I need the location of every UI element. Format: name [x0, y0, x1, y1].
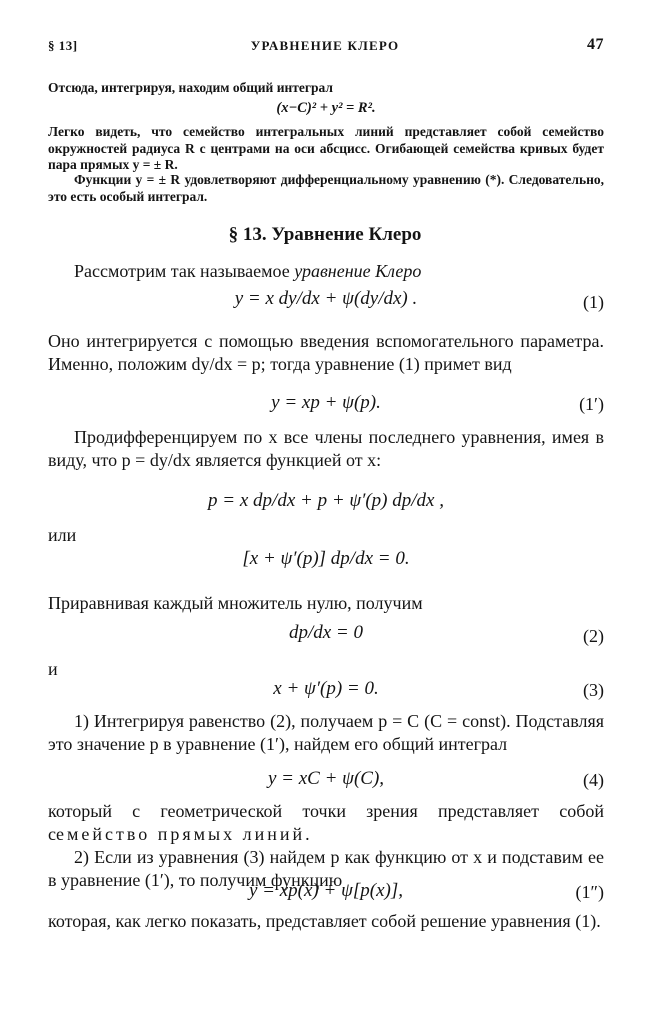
paragraph-singular-solution: 2) Если из уравнения (3) найдем p как функцию от x и подставим ее в уравнение (1′), то получим функцию: [48, 847, 604, 890]
equation-4: y = xC + ψ(C),: [267, 768, 385, 789]
equation-2-number: (2): [583, 626, 604, 646]
page-number: 47: [587, 36, 604, 53]
equation-circle-family: (x−C)² + y² = R².: [276, 100, 376, 116]
paragraph-family-of-lines: [48, 800, 604, 846]
equation-1-prime: y = xp + ψ(p).: [271, 392, 381, 413]
word-and: и: [48, 659, 58, 679]
paragraph-clairaut-intro-text: Рассмотрим так называемое: [74, 261, 295, 281]
intro-paragraph-3: Функции y = ± R удовлетворяют дифференциальному уравнению (*). Следовательно, это есть особый интеграл.: [48, 172, 604, 204]
equation-differentiated: p = x dp/dx + p + ψ′(p) dp/dx ,: [208, 490, 444, 511]
equation-2: dp/dx = 0: [288, 622, 364, 643]
running-header-section: § 13]: [48, 38, 78, 53]
paragraph-solution-note: которая, как легко показать, представляет собой решение уравнения (1).: [48, 911, 601, 931]
paragraph-general-integral: 1) Интегрируя равенство (2), получаем p = C (C = const). Подставляя это значение p в уравнение (1′), найдем его общий интеграл: [48, 711, 604, 754]
emphasis-family-of-lines: емейство прямых линий: [56, 824, 306, 844]
paragraph-clairaut-intro: [48, 260, 604, 283]
paragraph-differentiate: Продифференцируем по x все члены последнего уравнения, имея в виду, что p = dy/dx является функцией от x:: [48, 427, 604, 470]
paragraph-family-end: .: [305, 824, 310, 844]
running-header-title: УРАВНЕНИЕ КЛЕРО: [250, 38, 400, 53]
equation-1: y = x dy/dx + ψ(dy/dx) .: [234, 288, 418, 309]
section-title: § 13. Уравнение Клеро: [228, 224, 422, 245]
intro-paragraph-1: Отсюда, интегрируя, находим общий интеграл: [48, 80, 333, 95]
equation-1-prime-number: (1′): [579, 394, 604, 414]
equation-4-number: (4): [583, 770, 604, 790]
equation-3: x + ψ′(p) = 0.: [273, 678, 379, 699]
paragraph-equate-zero: Приравнивая каждый множитель нулю, получим: [48, 593, 423, 613]
emphasis-clairaut-equation: уравнение Клеро: [294, 261, 422, 281]
word-or: или: [48, 525, 77, 545]
equation-1-number: (1): [583, 292, 604, 312]
paragraph-family-text: который с геометрической точки зрения представляет собой с: [48, 801, 604, 844]
intro-paragraph-2: Легко видеть, что семейство интегральных линий представляет собой семейство окружностей радиуса R с центрами на оси абсцисс. Огибающей семейства кривых будет пара прямых y = ± R.: [48, 124, 604, 172]
equation-factored: [x + ψ′(p)] dp/dx = 0.: [242, 548, 410, 569]
equation-1-double-prime: y = xp(x) + ψ[p(x)],: [248, 880, 404, 901]
paragraph-parameter: Оно интегрируется с помощью введения вспомогательного параметра. Именно, положим dy/dx = p; тогда уравнение (1) примет вид: [48, 331, 604, 374]
equation-1-double-prime-number: (1″): [575, 882, 604, 902]
equation-3-number: (3): [583, 680, 604, 700]
